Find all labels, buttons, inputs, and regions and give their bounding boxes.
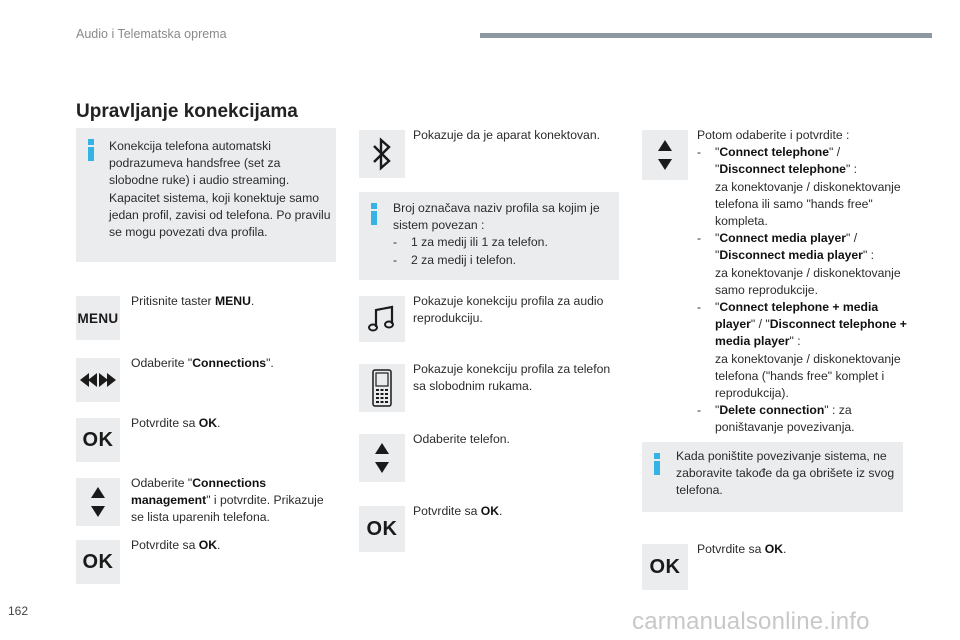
ok-label: OK bbox=[82, 428, 114, 451]
list-item: - "Connect telephone" / "Disconnect telephone" : za konektovanje / diskonektovanje telefona ili samo "hands free" kompleta. bbox=[697, 145, 901, 229]
step-confirm-ok: Potvrdite sa OK. bbox=[413, 504, 503, 518]
ok-button bbox=[642, 544, 688, 590]
options-intro: Potom odaberite i potvrdite : bbox=[697, 128, 850, 142]
audio-profile-symbol bbox=[359, 296, 405, 342]
watermark: carmanualsonline.info bbox=[632, 608, 870, 635]
header-bar bbox=[480, 33, 932, 38]
list-item: - "Connect telephone + media player" / "Disconnect telephone + media player" : za konektovanje / diskonektovanje telefona ("hands free" komplet i reprodukcija). bbox=[697, 300, 907, 401]
ok-label: OK bbox=[82, 550, 114, 573]
seek-arrows-button bbox=[76, 358, 120, 402]
info-icon bbox=[87, 139, 96, 161]
step-select-phone: Odaberite telefon. bbox=[413, 432, 510, 446]
info-icon bbox=[653, 453, 662, 475]
ok-label: OK bbox=[366, 517, 398, 540]
page-number: 162 bbox=[8, 604, 29, 618]
seek-arrows-icon bbox=[78, 372, 118, 388]
info-icon bbox=[370, 203, 379, 225]
list-item: - "Connect media player" / "Disconnect media player" : za konektovanje / diskonektovanje samo reprodukcije. bbox=[697, 231, 901, 297]
up-down-button bbox=[642, 130, 688, 180]
up-down-arrows-icon bbox=[655, 138, 675, 172]
ok-button bbox=[76, 418, 120, 462]
info-text: Konekcija telefona automatski podrazumeva handsfree (set za slobodne ruke) i audio streaming. Kapacitet sistema, koji konektuje samo jedan profil, zavisi od telefona. Po pravilu se mogu povezati dva profila. bbox=[109, 139, 331, 240]
step-confirm-ok: Potvrdite sa OK. bbox=[131, 416, 221, 430]
list-item: - 1 za medij ili 1 za telefon. bbox=[393, 235, 548, 250]
bluetooth-icon bbox=[371, 137, 393, 171]
ok-button bbox=[359, 506, 405, 552]
phone-profile-description: Pokazuje konekciju profila za telefon sa slobodnim rukama. bbox=[413, 362, 611, 394]
step-confirm-ok: Potvrdite sa OK. bbox=[697, 542, 787, 556]
music-note-icon bbox=[367, 304, 397, 334]
bluetooth-description: Pokazuje da je aparat konektovan. bbox=[413, 128, 601, 142]
up-down-button bbox=[76, 478, 120, 526]
info-box-profile-number bbox=[359, 192, 619, 280]
mobile-phone-icon bbox=[370, 368, 394, 408]
step-confirm-ok: Potvrdite sa OK. bbox=[131, 538, 221, 552]
page-title: Upravljanje konekcijama bbox=[76, 101, 298, 122]
connection-options bbox=[697, 127, 909, 437]
list-item: - "Delete connection" : za poništavanje povezivanja. bbox=[697, 403, 855, 435]
info-text: Kada poništite povezivanje sistema, ne zaboravite takođe da ga obrišete iz svog telefona. bbox=[676, 449, 895, 498]
menu-button bbox=[76, 296, 120, 340]
info-box-delete-reminder bbox=[642, 442, 903, 512]
list-item: - 2 za medij i telefon. bbox=[393, 252, 517, 267]
phone-profile-symbol bbox=[359, 364, 405, 412]
audio-profile-description: Pokazuje konekciju profila za audio reprodukciju. bbox=[413, 294, 604, 326]
up-down-arrows-icon bbox=[372, 441, 392, 475]
step-select-connections-management: Odaberite "Connections management" i potvrdite. Prikazuje se lista uparenih telefona. bbox=[131, 476, 324, 525]
info-box-capacity bbox=[76, 128, 336, 262]
up-down-button bbox=[359, 434, 405, 482]
ok-label: OK bbox=[649, 555, 681, 578]
step-select-connections: Odaberite "Connections". bbox=[131, 356, 274, 370]
up-down-arrows-icon bbox=[88, 485, 108, 519]
menu-button-label: MENU bbox=[77, 310, 119, 326]
section-title: Audio i Telematska oprema bbox=[76, 27, 227, 41]
bluetooth-symbol bbox=[359, 130, 405, 178]
step-press-menu: Pritisnite taster MENU. bbox=[131, 294, 255, 308]
info-text: Broj označava naziv profila sa kojim je sistem povezan : - 1 za medij ili 1 za telefon. - 2 za medij i telefon. bbox=[393, 200, 613, 269]
ok-button bbox=[76, 540, 120, 584]
